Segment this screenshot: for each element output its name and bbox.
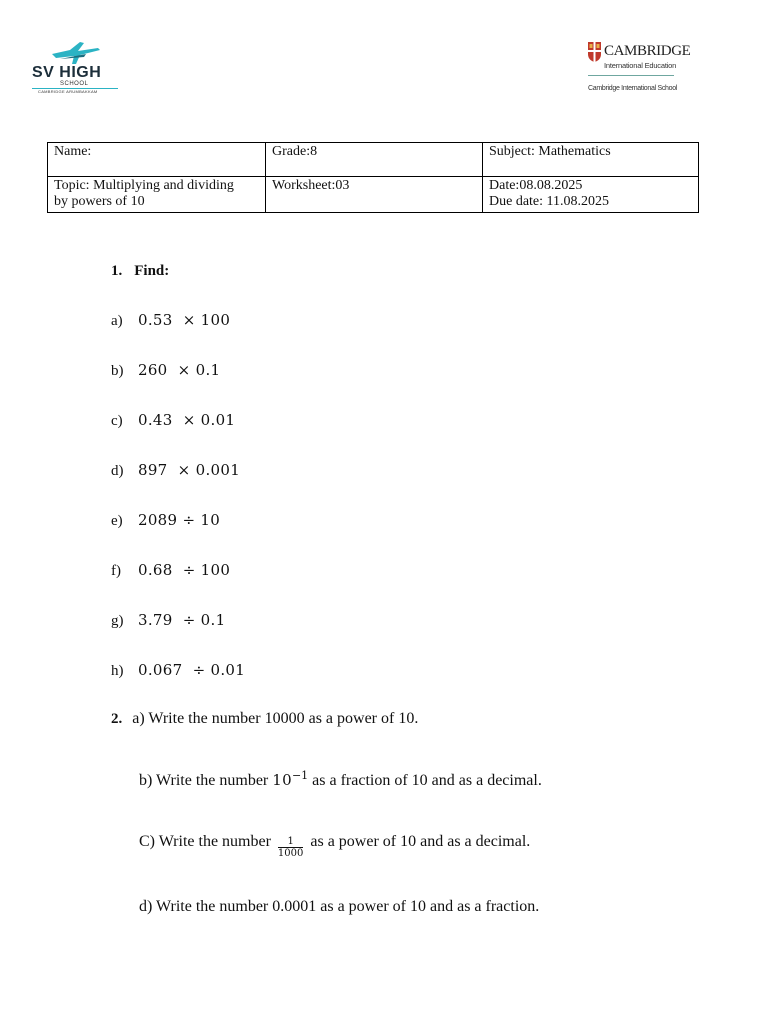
name-label: Name: (54, 144, 92, 159)
list-item (111, 411, 235, 430)
worksheet-value: Worksheet:03 (272, 178, 350, 193)
question-2-c-pre: C) Write the number (139, 833, 275, 850)
question-2-c-post: as a power of 10 and as a decimal. (306, 833, 531, 850)
list-item (111, 611, 225, 630)
due-date-value: Due date: 11.08.2025 (489, 194, 610, 209)
list-item (111, 461, 240, 480)
question-1-heading (111, 262, 169, 280)
date-cell (483, 177, 699, 213)
list-item (111, 361, 220, 380)
topic-line-1: Topic: Multiplying and dividing (54, 178, 234, 193)
item-letter: h) (111, 663, 124, 679)
subject-cell (483, 143, 699, 177)
item-expression: 3.79 ÷ 0.1 (138, 611, 226, 629)
info-table (47, 142, 699, 213)
item-letter: g) (111, 613, 124, 629)
item-letter: a) (111, 313, 123, 329)
fraction-denominator: 1000 (277, 848, 304, 859)
item-expression: 0.68 ÷ 100 (138, 561, 231, 579)
item-letter: e) (111, 513, 123, 529)
subject-value: Subject: Mathematics (489, 144, 611, 159)
info-row-2 (48, 177, 699, 213)
school-sub: SCHOOL (60, 81, 89, 87)
question-2-part-d (139, 898, 539, 916)
list-item (111, 561, 230, 580)
name-cell[interactable] (48, 143, 266, 177)
question-1-title: Find: (134, 263, 170, 279)
cambridge-divider (588, 75, 674, 76)
item-expression: 2089 ÷ 10 (138, 511, 221, 529)
list-item (111, 311, 230, 330)
question-2-c-fraction (278, 836, 303, 859)
item-expression: 0.43 × 0.01 (138, 411, 236, 429)
grade-value: Grade:8 (272, 144, 318, 159)
worksheet-cell (266, 177, 483, 213)
list-item (111, 511, 220, 530)
plane-icon (50, 40, 102, 66)
question-2-b-exponent: −1 (291, 769, 309, 782)
question-1-number: 1. (111, 263, 123, 279)
item-letter: d) (111, 463, 124, 479)
date-value: Date:08.08.2025 (489, 178, 583, 193)
fraction-numerator: 1 (278, 836, 303, 848)
question-2-number: 2. (111, 711, 123, 727)
item-letter: c) (111, 413, 123, 429)
item-expression: 0.067 ÷ 0.01 (138, 661, 246, 679)
question-2-part-b (139, 769, 542, 790)
item-expression: 897 × 0.001 (138, 461, 241, 479)
info-row-1 (48, 143, 699, 177)
question-2-part-c (139, 833, 530, 859)
question-2-a-text: a) Write the number 10000 as a power of 10. (132, 710, 419, 727)
cambridge-name: CAMBRIDGE (604, 43, 691, 59)
question-2-b-pre: b) Write the number (139, 772, 273, 789)
school-logo (26, 40, 126, 100)
grade-cell (266, 143, 483, 177)
shield-icon (588, 42, 601, 62)
cambridge-school: Cambridge International School (588, 85, 678, 92)
question-2-d-text: d) Write the number 0.0001 as a power of 10 and as a fraction. (139, 898, 540, 915)
list-item (111, 661, 245, 680)
item-expression: 260 × 0.1 (138, 361, 221, 379)
question-2-b-base: 10 (272, 771, 292, 789)
cambridge-logo (588, 42, 691, 98)
topic-cell (48, 177, 266, 213)
question-2-part-a (111, 710, 418, 728)
item-letter: b) (111, 363, 124, 379)
topic-line-2: by powers of 10 (54, 194, 145, 209)
cambridge-sub: International Education (604, 61, 677, 70)
item-expression: 0.53 × 100 (138, 311, 231, 329)
item-letter: f) (111, 563, 121, 579)
school-name: SV HIGH (32, 64, 102, 81)
question-2-b-post: as a fraction of 10 and as a decimal. (308, 772, 542, 789)
school-tagline: CAMBRIDGE ARUMBAKKAM (38, 89, 98, 94)
